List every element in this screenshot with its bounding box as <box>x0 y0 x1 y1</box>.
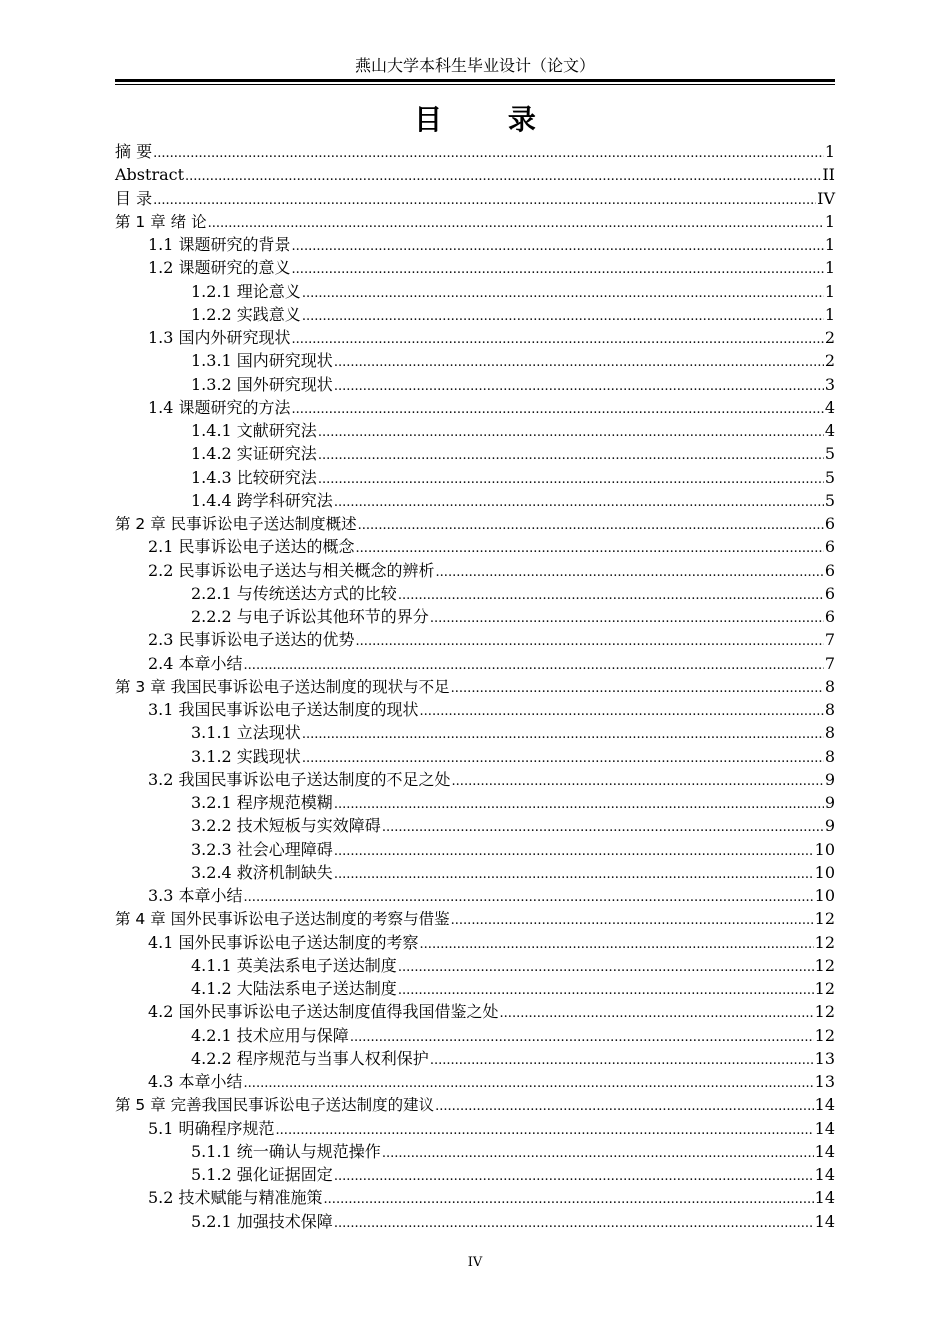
dot-leader <box>244 654 824 677</box>
toc-entry[interactable] <box>115 1210 835 1233</box>
toc-entry[interactable] <box>115 1047 835 1070</box>
toc-entry[interactable] <box>115 256 835 279</box>
toc-entry[interactable] <box>115 628 835 651</box>
toc-entry-label: 目 录 <box>115 188 153 208</box>
toc-entry-label: 第 3 章 我国民事诉讼电子送达制度的现状与不足 <box>115 677 450 696</box>
toc-entry-page: 6 <box>824 583 835 603</box>
toc-entry[interactable] <box>115 791 835 814</box>
dot-leader <box>292 328 824 351</box>
toc-entry-page: 14 <box>814 1211 835 1231</box>
toc-entry-label: 4.2.2 程序规范与当事人权利保护 <box>191 1048 429 1068</box>
toc-entry[interactable] <box>115 977 835 1000</box>
dot-leader <box>244 1072 814 1095</box>
toc-entry-label: 5.1.1 统一确认与规范操作 <box>191 1141 381 1161</box>
dot-leader <box>435 1095 813 1118</box>
toc-entry-page: 10 <box>814 886 835 905</box>
toc-entry-page: 8 <box>824 676 835 696</box>
toc-chapter-entry[interactable] <box>115 512 835 535</box>
toc-chapter-entry[interactable] <box>115 675 835 698</box>
toc-entry-label: 3.2.4 救济机制缺失 <box>191 862 333 882</box>
toc-entry[interactable] <box>115 1186 835 1209</box>
toc-entry[interactable] <box>115 652 835 675</box>
toc-entry-label: 4.1.2 大陆法系电子送达制度 <box>191 979 397 998</box>
dot-leader <box>334 375 824 398</box>
toc-entry[interactable] <box>115 1000 835 1023</box>
toc-entry-page: 10 <box>814 839 835 859</box>
toc-entry[interactable] <box>115 861 835 884</box>
dot-leader <box>382 1142 814 1165</box>
toc-entry-label: Abstract <box>115 165 185 185</box>
dot-leader <box>452 770 824 793</box>
toc-entry-label: 3.1.1 立法现状 <box>191 723 301 743</box>
toc-entry[interactable] <box>115 303 835 326</box>
dot-leader <box>334 491 824 514</box>
toc-entry-label: 第 2 章 民事诉讼电子送达制度概述 <box>115 515 357 533</box>
dot-leader <box>185 165 821 188</box>
toc-entry-label: 1.4.3 比较研究法 <box>191 467 317 487</box>
toc-entry-label: 4.3 本章小结 <box>148 1072 243 1091</box>
toc-entry[interactable] <box>115 814 835 837</box>
table-of-contents <box>115 140 835 1233</box>
toc-entry[interactable] <box>115 489 835 512</box>
dot-leader <box>356 537 824 560</box>
toc-entry-page: 6 <box>824 607 835 626</box>
header-rule-thick <box>115 79 835 82</box>
toc-entry[interactable] <box>115 442 835 465</box>
dot-leader <box>318 421 824 444</box>
toc-entry-label: 1.1 课题研究的背景 <box>148 235 291 254</box>
toc-entry-label: 4.2.1 技术应用与保障 <box>191 1025 349 1045</box>
toc-chapter-entry[interactable] <box>115 907 835 930</box>
toc-entry-label: 1.4.1 文献研究法 <box>191 421 317 440</box>
dot-leader <box>430 1049 814 1072</box>
toc-entry[interactable] <box>115 140 835 163</box>
toc-entry-label: 3.2.1 程序规范模糊 <box>191 793 333 812</box>
dot-leader <box>302 747 824 770</box>
toc-entry-page: 9 <box>824 793 835 812</box>
toc-entry-label: 2.2 民事诉讼电子送达与相关概念的辨析 <box>148 560 435 580</box>
dot-leader <box>420 700 824 723</box>
dot-leader <box>430 607 824 630</box>
toc-entry-label: 第 1 章 绪 论 <box>115 212 207 231</box>
toc-entry-label: 5.1 明确程序规范 <box>148 1118 275 1138</box>
toc-entry[interactable] <box>115 280 835 303</box>
toc-entry-page: 14 <box>814 1165 835 1184</box>
toc-entry-page: 10 <box>814 862 835 882</box>
toc-entry[interactable] <box>115 535 835 558</box>
page-number: IV <box>467 1255 483 1270</box>
dot-leader <box>276 1119 814 1142</box>
toc-entry[interactable] <box>115 582 835 605</box>
toc-entry-page: II <box>822 165 835 185</box>
toc-entry-label: 2.2.2 与电子诉讼其他环节的界分 <box>191 607 429 626</box>
toc-entry-page: 1 <box>824 142 835 161</box>
toc-entry-page: 12 <box>814 1025 835 1045</box>
toc-entry-label: 1.2 课题研究的意义 <box>148 258 291 278</box>
dot-leader <box>302 305 824 328</box>
toc-entry-label: 1.4 课题研究的方法 <box>148 397 291 417</box>
toc-entry-label: 2.2.1 与传统送达方式的比较 <box>191 583 397 603</box>
toc-entry-page: 14 <box>814 1188 835 1208</box>
dot-leader <box>500 1002 814 1025</box>
dot-leader <box>420 933 814 956</box>
toc-entry-label: 3.2.2 技术短板与实效障碍 <box>191 816 381 836</box>
toc-chapter-entry[interactable] <box>115 210 835 233</box>
toc-entry[interactable] <box>115 838 835 861</box>
dot-leader <box>382 816 824 839</box>
dot-leader <box>292 235 824 258</box>
toc-entry[interactable] <box>115 349 835 372</box>
toc-entry-label: 4.1 国外民事诉讼电子送达制度的考察 <box>148 932 419 952</box>
dot-leader <box>358 514 824 537</box>
dot-leader <box>292 258 824 281</box>
toc-entry-page: 5 <box>824 444 835 464</box>
dot-leader <box>436 561 824 584</box>
toc-entry[interactable] <box>115 163 835 186</box>
toc-entry-page: 4 <box>824 397 835 417</box>
toc-entry[interactable] <box>115 187 835 210</box>
toc-entry-page: 14 <box>814 1141 835 1161</box>
header-rule-thin <box>115 84 835 85</box>
toc-entry[interactable] <box>115 1117 835 1140</box>
toc-entry-label: 1.2.2 实践意义 <box>191 304 301 324</box>
toc-entry[interactable] <box>115 419 835 442</box>
toc-entry-page: 1 <box>824 304 835 324</box>
toc-entry-page: 5 <box>824 490 835 510</box>
dot-leader <box>302 723 824 746</box>
toc-entry[interactable] <box>115 1163 835 1186</box>
toc-entry-label: 1.2.1 理论意义 <box>191 281 301 301</box>
dot-leader <box>334 793 824 816</box>
toc-entry-label: 1.3.1 国内研究现状 <box>191 351 333 371</box>
toc-entry[interactable] <box>115 1070 835 1093</box>
toc-entry-page: 1 <box>824 235 835 254</box>
toc-entry-page: 7 <box>824 653 835 673</box>
dot-leader <box>324 1188 814 1211</box>
dot-leader <box>398 584 824 607</box>
toc-entry-page: 8 <box>824 700 835 719</box>
toc-entry-label: 4.2 国外民事诉讼电子送达制度值得我国借鉴之处 <box>148 1002 499 1022</box>
dot-leader <box>350 1026 814 1049</box>
toc-entry-page: 5 <box>824 467 835 487</box>
toc-entry-page: 6 <box>824 537 835 557</box>
toc-entry-page: 8 <box>824 723 835 743</box>
toc-entry[interactable] <box>115 884 835 907</box>
dot-leader <box>334 351 824 374</box>
dot-leader <box>451 677 824 700</box>
page-header: 燕山大学本科生毕业设计（论文） <box>354 56 595 75</box>
dot-leader <box>318 468 824 491</box>
toc-entry-label: 1.3 国内外研究现状 <box>148 328 291 347</box>
toc-entry[interactable] <box>115 954 835 977</box>
toc-entry-label: 第 5 章 完善我国民事诉讼电子送达制度的建议 <box>115 1096 435 1115</box>
dot-leader <box>334 1165 814 1188</box>
toc-entry-page: 12 <box>814 979 835 998</box>
toc-entry[interactable] <box>115 721 835 744</box>
toc-entry-label: 3.1 我国民事诉讼电子送达制度的现状 <box>148 700 419 719</box>
toc-entry[interactable] <box>115 1140 835 1163</box>
toc-entry[interactable] <box>115 931 835 954</box>
toc-entry-page: 12 <box>814 909 835 929</box>
dot-leader <box>208 212 824 235</box>
toc-entry[interactable] <box>115 1024 835 1047</box>
toc-entry-page: 13 <box>814 1048 835 1068</box>
toc-entry[interactable] <box>115 745 835 768</box>
toc-entry-page: 1 <box>824 281 835 301</box>
dot-leader <box>334 863 814 886</box>
toc-entry[interactable] <box>115 605 835 628</box>
toc-entry-label: 3.1.2 实践现状 <box>191 746 301 766</box>
toc-entry-page: 7 <box>824 630 835 650</box>
toc-title: 目 录 <box>414 103 564 136</box>
dot-leader <box>318 444 824 467</box>
toc-entry-page: 13 <box>814 1072 835 1091</box>
toc-entry-label: 1.3.2 国外研究现状 <box>191 374 333 394</box>
toc-entry-page: 12 <box>814 1002 835 1022</box>
toc-entry[interactable] <box>115 559 835 582</box>
toc-entry[interactable] <box>115 326 835 349</box>
toc-entry-page: 12 <box>814 932 835 952</box>
dot-leader <box>334 840 814 863</box>
toc-chapter-entry[interactable] <box>115 1093 835 1116</box>
dot-leader <box>334 1212 814 1235</box>
toc-entry[interactable] <box>115 768 835 791</box>
toc-entry-label: 第 4 章 国外民事诉讼电子送达制度的考察与借鉴 <box>115 910 450 929</box>
toc-entry-page: IV <box>817 188 835 208</box>
toc-entry-page: 2 <box>824 328 835 347</box>
toc-entry-label: 5.2.1 加强技术保障 <box>191 1211 333 1231</box>
toc-entry-page: 1 <box>824 258 835 278</box>
toc-entry-label: 2.3 民事诉讼电子送达的优势 <box>148 630 355 650</box>
toc-entry[interactable] <box>115 466 835 489</box>
toc-entry-label: 2.4 本章小结 <box>148 653 243 673</box>
dot-leader <box>153 189 816 212</box>
toc-entry-label: 4.1.1 英美法系电子送达制度 <box>191 955 397 975</box>
dot-leader <box>292 398 824 421</box>
dot-leader <box>398 956 814 979</box>
toc-entry-page: 3 <box>824 374 835 394</box>
toc-entry-page: 9 <box>824 769 835 789</box>
toc-entry-page: 6 <box>824 560 835 580</box>
dot-leader <box>356 630 824 653</box>
toc-entry-page: 8 <box>824 746 835 766</box>
dot-leader <box>244 886 814 909</box>
toc-entry-label: 3.3 本章小结 <box>148 886 243 905</box>
toc-entry-page: 1 <box>824 211 835 231</box>
toc-entry[interactable] <box>115 396 835 419</box>
toc-entry[interactable] <box>115 373 835 396</box>
toc-entry-page: 14 <box>814 1118 835 1138</box>
toc-entry-page: 2 <box>824 351 835 371</box>
dot-leader <box>451 909 814 932</box>
toc-entry-label: 3.2 我国民事诉讼电子送达制度的不足之处 <box>148 769 451 789</box>
toc-entry-label: 1.4.2 实证研究法 <box>191 444 317 464</box>
toc-entry-label: 5.2 技术赋能与精准施策 <box>148 1188 323 1208</box>
dot-leader <box>153 142 824 165</box>
toc-entry[interactable] <box>115 698 835 721</box>
toc-entry-page: 12 <box>814 955 835 975</box>
toc-entry-page: 14 <box>814 1095 835 1115</box>
toc-entry-page: 9 <box>824 816 835 836</box>
toc-entry-page: 6 <box>824 514 835 533</box>
toc-entry-page: 4 <box>824 421 835 440</box>
toc-entry-label: 2.1 民事诉讼电子送达的概念 <box>148 537 355 557</box>
dot-leader <box>398 979 814 1002</box>
toc-entry-label: 1.4.4 跨学科研究法 <box>191 490 333 510</box>
toc-entry[interactable] <box>115 233 835 256</box>
toc-entry-label: 5.1.2 强化证据固定 <box>191 1165 333 1184</box>
toc-entry-label: 摘 要 <box>115 142 153 161</box>
dot-leader <box>302 282 824 305</box>
toc-entry-label: 3.2.3 社会心理障碍 <box>191 839 333 859</box>
